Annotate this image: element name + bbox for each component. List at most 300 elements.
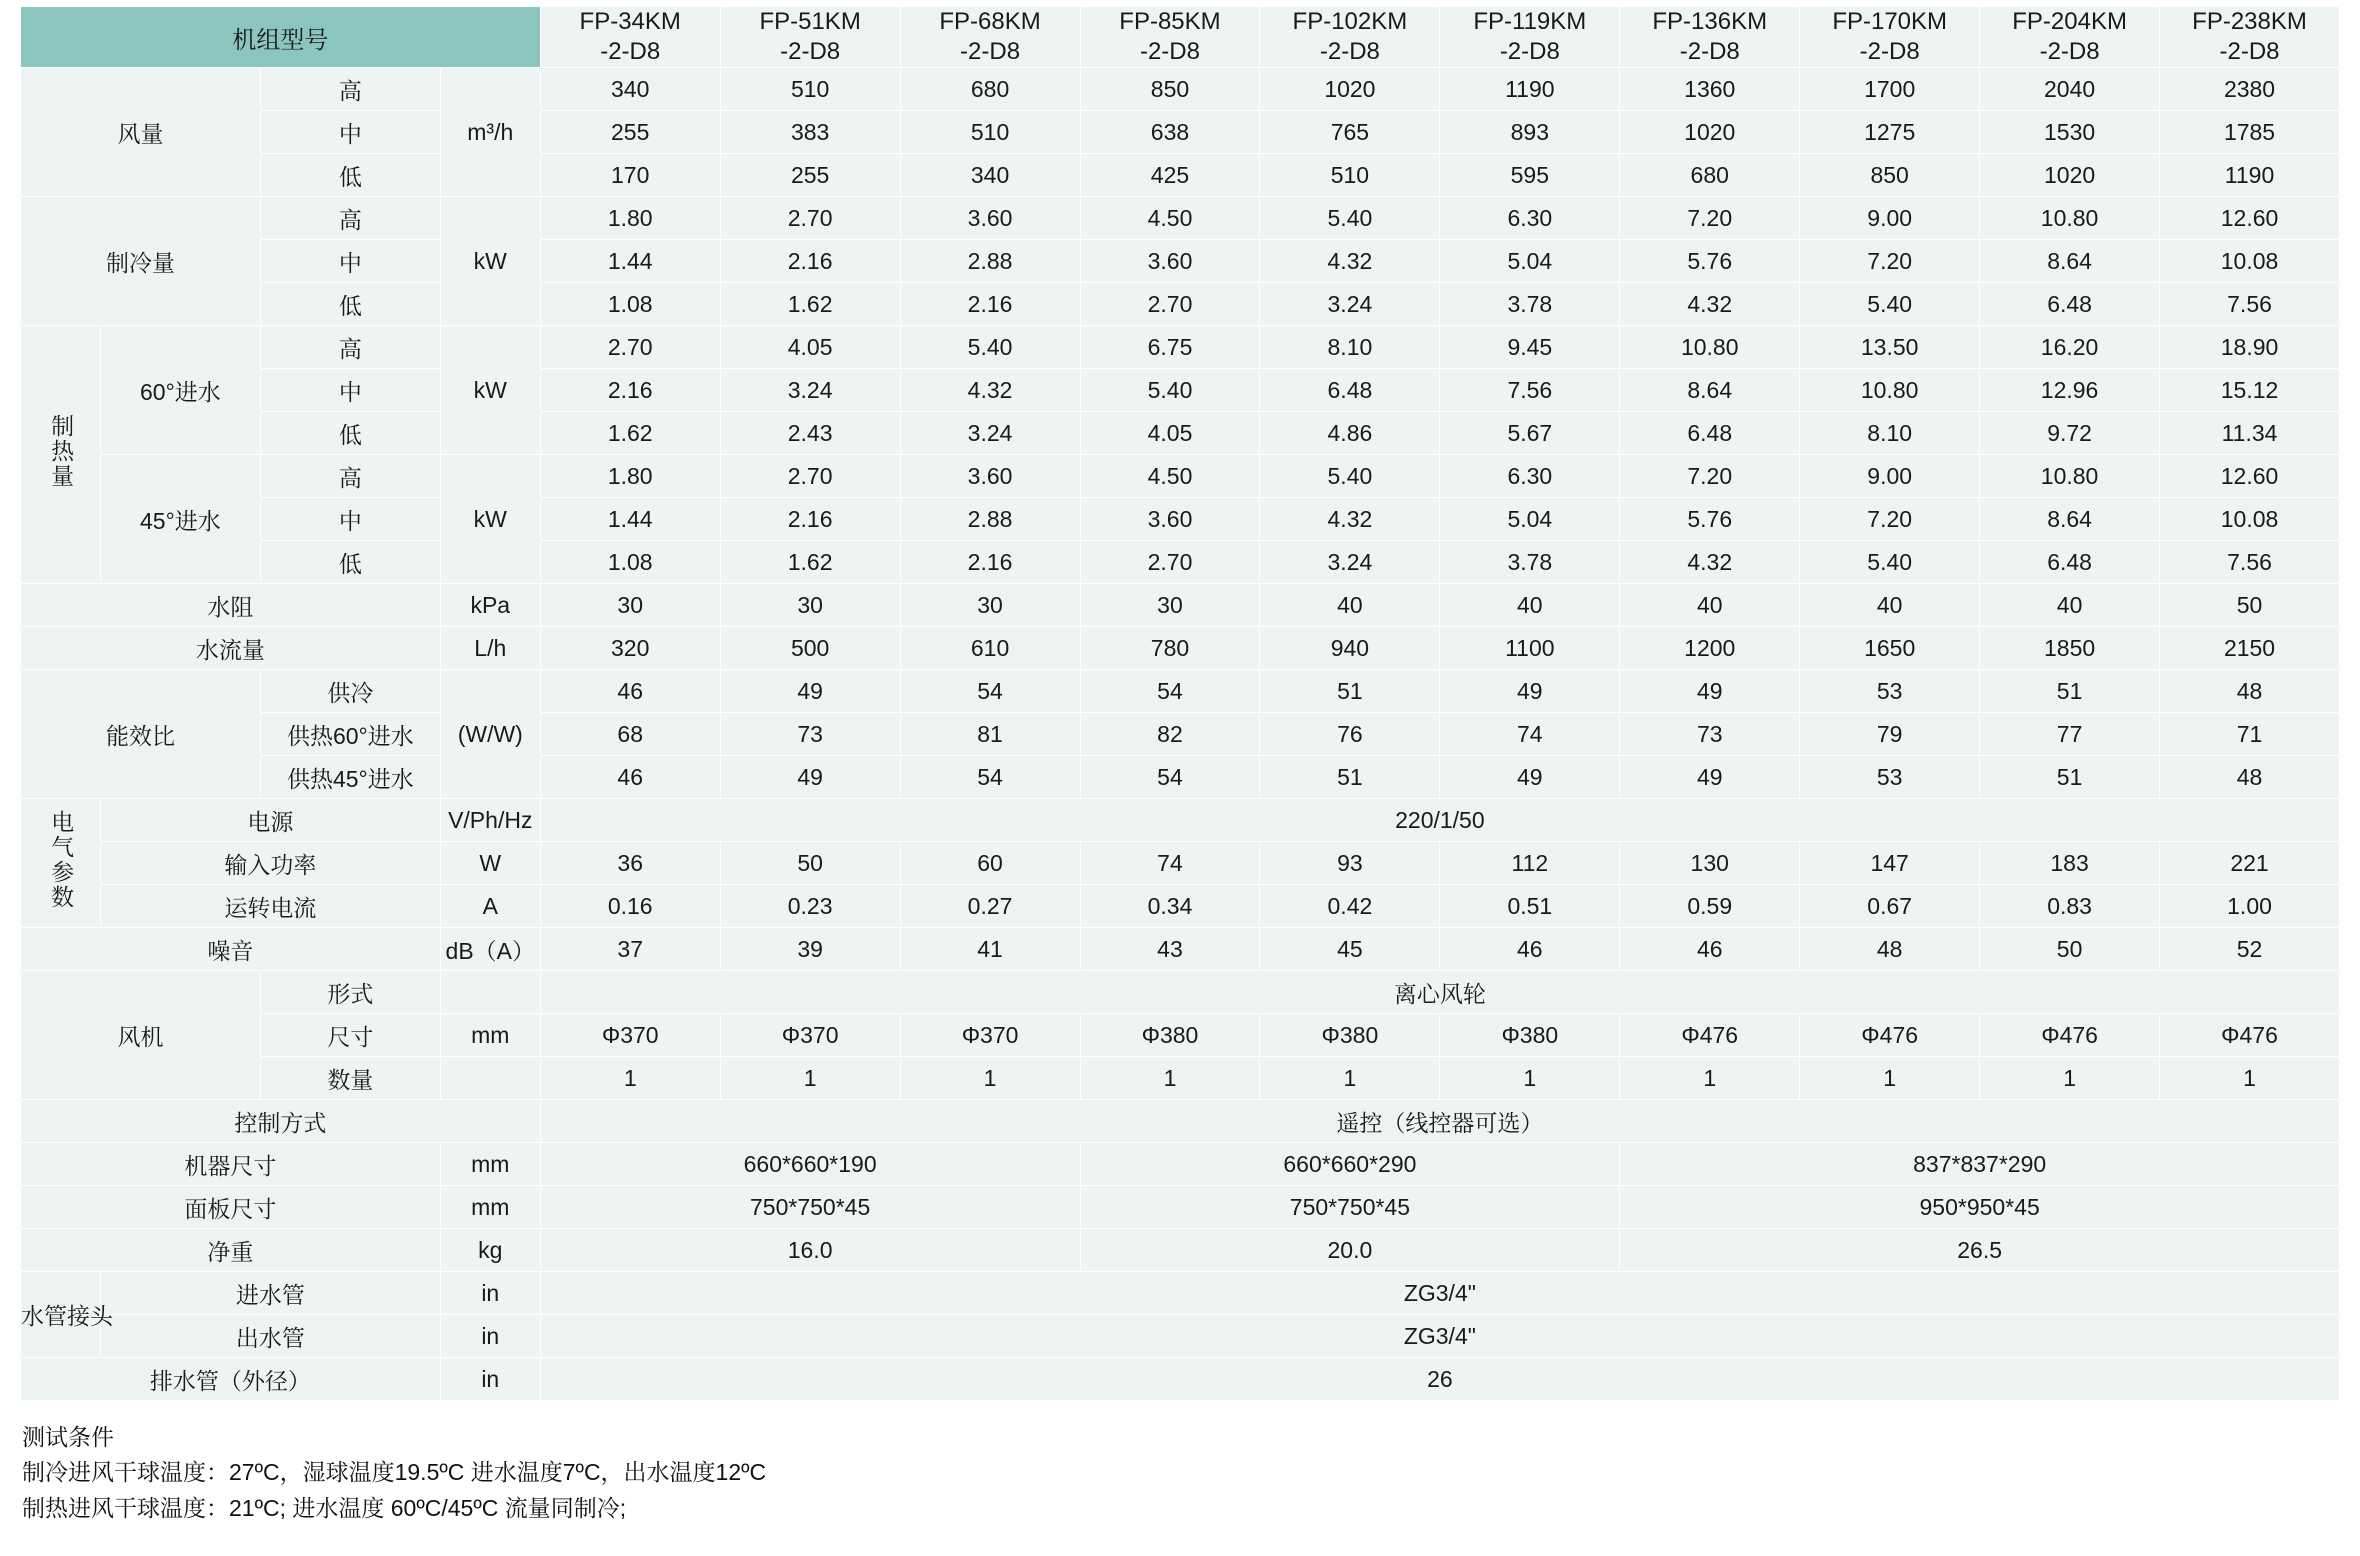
cell-value: 1.00 [2160,885,2340,928]
cell-value: 41 [900,928,1080,971]
cell-value: 40 [1980,584,2160,627]
row-label-water-pipe-joint [21,1272,113,1358]
cell-control-mode-value: 遥控（线控器可选） [540,1100,2339,1143]
cell-value: 10.80 [1980,197,2160,240]
unit-in: in [440,1315,540,1358]
model-col-3 [900,7,1080,68]
cell-value: 5.04 [1440,498,1620,541]
cell-value: 12.60 [2160,455,2340,498]
cell-value: 1785 [2160,111,2340,154]
cell-value: 51 [1980,756,2160,799]
table-row-heat45-high [21,455,2340,498]
notes-line-heating: 制热进风干球温度：21ºC; 进水温度 60ºC/45ºC 流量同制冷; [22,1494,627,1521]
table-row-heat60-mid [21,369,2340,412]
cell-value: 383 [720,111,900,154]
cell-panel-size-2: 750*750*45 [1080,1186,1620,1229]
cell-value: 73 [720,713,900,756]
cell-value: 30 [1080,584,1260,627]
cell-value: 1 [720,1057,900,1100]
cell-value: Φ370 [900,1014,1080,1057]
cell-value: 49 [720,756,900,799]
cell-value: 2.88 [900,498,1080,541]
cell-value: Φ476 [2160,1014,2340,1057]
cell-value: 16.20 [1980,326,2160,369]
row-label-water-flow: 水流量 [21,627,441,670]
cell-value: 0.16 [540,885,720,928]
table-row-cooling-low [21,283,2340,326]
cell-value: 3.60 [1080,240,1260,283]
cell-net-weight-2: 20.0 [1080,1229,1620,1272]
row-sublabel-high: 高 [260,197,440,240]
cell-value: 0.42 [1260,885,1440,928]
cell-value: 48 [1800,928,1980,971]
table-row-airflow-low [21,154,2340,197]
table-row-fan-size [21,1014,2340,1057]
table-row-noise [21,928,2340,971]
cell-value: 4.05 [720,326,900,369]
model-col-2 [720,7,900,68]
test-conditions-notes [22,1421,2340,1525]
cell-value: 500 [720,627,900,670]
cell-value: 1275 [1800,111,1980,154]
cell-value: 112 [1440,842,1620,885]
cell-value: 7.20 [1800,240,1980,283]
cell-value: 340 [540,68,720,111]
row-sublabel-low: 低 [260,283,440,326]
unit-empty [440,971,540,1014]
cell-value: 54 [1080,756,1260,799]
cell-value: 40 [1800,584,1980,627]
cell-value: 2.70 [1080,283,1260,326]
cell-value: 4.32 [1260,240,1440,283]
model-name-line1: FP-119KM [1473,8,1587,35]
cell-value: 1190 [2160,154,2340,197]
row-sublabel-mid: 中 [260,111,440,154]
cell-value: 60 [900,842,1080,885]
row-label-fan: 风机 [21,971,261,1100]
cell-value: 510 [720,68,900,111]
cell-value: 45 [1260,928,1440,971]
cell-value: 2.70 [720,455,900,498]
table-row-eer-heat45 [21,756,2340,799]
unit-ww: (W/W) [440,670,540,799]
model-name-line1: FP-68KM [939,8,1041,35]
cell-value: 30 [900,584,1080,627]
cell-value: Φ370 [720,1014,900,1057]
cell-value: 51 [1260,756,1440,799]
cell-value: 7.20 [1620,455,1800,498]
table-row-running-current [21,885,2340,928]
unit-in: in [440,1272,540,1315]
cell-value: 6.48 [1980,541,2160,584]
model-name-line2: -2-D8 [600,38,661,65]
row-sublabel-fan-qty: 数量 [260,1057,440,1100]
cell-value: 1200 [1620,627,1800,670]
table-row-cooling-high [21,197,2340,240]
specification-table [20,6,2340,1401]
row-sublabel-fan-type: 形式 [260,971,440,1014]
row-sublabel-fan-size: 尺寸 [260,1014,440,1057]
cell-value: 3.24 [1260,283,1440,326]
table-row-eer-heat60 [21,713,2340,756]
cell-value: 54 [900,756,1080,799]
unit-mm: mm [440,1186,540,1229]
unit-a: A [440,885,540,928]
cell-value: 53 [1800,670,1980,713]
cell-value: 40 [1260,584,1440,627]
cell-value: Φ380 [1440,1014,1620,1057]
cell-value: 30 [540,584,720,627]
cell-value: 46 [540,670,720,713]
cell-value: 6.30 [1440,455,1620,498]
model-name-line1: FP-34KM [579,8,681,35]
cell-panel-size-1: 750*750*45 [540,1186,1080,1229]
cell-value: 4.05 [1080,412,1260,455]
cell-value: 81 [900,713,1080,756]
cell-value: 610 [900,627,1080,670]
cell-value: 1 [540,1057,720,1100]
cell-value: 51 [1260,670,1440,713]
row-label-heating-capacity-text: 制热量 [48,414,75,489]
row-label-control-mode: 控制方式 [21,1100,541,1143]
cell-value: 170 [540,154,720,197]
cell-value: 3.60 [900,455,1080,498]
cell-value: 1.80 [540,197,720,240]
cell-value: 320 [540,627,720,670]
table-row-water-resistance [21,584,2340,627]
cell-value: 1700 [1800,68,1980,111]
row-label-running-current: 运转电流 [100,885,440,928]
cell-value: 46 [540,756,720,799]
cell-value: 4.32 [900,369,1080,412]
row-label-panel-size: 面板尺寸 [21,1186,441,1229]
cell-value: 1 [900,1057,1080,1100]
cell-value: 0.23 [720,885,900,928]
cell-value: 3.60 [1080,498,1260,541]
model-name-line1: FP-204KM [2012,8,2127,35]
table-row-airflow-mid [21,111,2340,154]
model-name-line2: -2-D8 [2219,38,2280,65]
model-col-9 [1980,7,2160,68]
cell-value: 6.75 [1080,326,1260,369]
cell-value: 5.40 [1080,369,1260,412]
model-name-line1: FP-238KM [2192,8,2307,35]
cell-machine-size-1: 660*660*190 [540,1143,1080,1186]
cell-machine-size-2: 660*660*290 [1080,1143,1620,1186]
cell-value: Φ370 [540,1014,720,1057]
row-label-airflow: 风量 [21,68,261,197]
cell-value: Φ476 [1980,1014,2160,1057]
table-row-fan-type [21,971,2340,1014]
unit-w: W [440,842,540,885]
cell-value: 39 [720,928,900,971]
cell-value: 1.08 [540,541,720,584]
cell-value: 71 [2160,713,2340,756]
cell-value: 680 [1620,154,1800,197]
row-sublabel-inlet-pipe: 进水管 [100,1272,440,1315]
unit-in: in [440,1358,540,1401]
cell-value: 2040 [1980,68,2160,111]
unit-mm: mm [440,1143,540,1186]
model-col-7 [1620,7,1800,68]
cell-value: 8.64 [1980,498,2160,541]
cell-value: 49 [1440,756,1620,799]
cell-value: 2380 [2160,68,2340,111]
cell-value: 2.16 [900,283,1080,326]
model-col-5 [1260,7,1440,68]
cell-value: 595 [1440,154,1620,197]
row-sublabel-eer-heat60: 供热60°进水 [260,713,440,756]
cell-value: 0.27 [900,885,1080,928]
cell-net-weight-1: 16.0 [540,1229,1080,1272]
cell-value: 68 [540,713,720,756]
model-name-line2: -2-D8 [1859,38,1920,65]
row-label-heating-capacity [21,326,101,584]
cell-value: 10.80 [1800,369,1980,412]
model-name-line2: -2-D8 [780,38,841,65]
cell-value: 2.70 [720,197,900,240]
cell-value: 340 [900,154,1080,197]
cell-value: 130 [1620,842,1800,885]
cell-value: 0.51 [1440,885,1620,928]
cell-value: 7.56 [2160,283,2340,326]
cell-value: 1 [1800,1057,1980,1100]
notes-title: 测试条件 [22,1424,114,1450]
cell-inlet-pipe-value: ZG3/4" [540,1272,2339,1315]
cell-value: 2.16 [720,498,900,541]
cell-value: 2.16 [720,240,900,283]
cell-value: 7.20 [1620,197,1800,240]
table-row-heat45-low [21,541,2340,584]
cell-value: 221 [2160,842,2340,885]
cell-value: 37 [540,928,720,971]
cell-value: 4.32 [1620,283,1800,326]
cell-value: 1020 [1620,111,1800,154]
cell-value: Φ476 [1800,1014,1980,1057]
cell-value: 43 [1080,928,1260,971]
cell-value: 893 [1440,111,1620,154]
cell-value: 46 [1620,928,1800,971]
model-col-6 [1440,7,1620,68]
cell-drain-pipe-value: 26 [540,1358,2339,1401]
cell-net-weight-3: 26.5 [1620,1229,2340,1272]
model-name-line1: FP-102KM [1292,8,1408,35]
cell-value: 4.50 [1080,455,1260,498]
cell-value: 30 [720,584,900,627]
cell-value: 5.04 [1440,240,1620,283]
model-name-line1: FP-170KM [1832,8,1948,35]
cell-value: 3.24 [900,412,1080,455]
cell-value: 255 [540,111,720,154]
row-label-electrical [21,799,101,928]
cell-value: 73 [1620,713,1800,756]
model-header-cell: 机组型号 [21,7,541,68]
row-sublabel-mid: 中 [260,240,440,283]
cell-value: 36 [540,842,720,885]
table-row-heat45-mid [21,498,2340,541]
cell-value: 4.32 [1620,541,1800,584]
row-sublabel-mid: 中 [260,498,440,541]
cell-value: 2.43 [720,412,900,455]
cell-value: 51 [1980,670,2160,713]
cell-value: 2150 [2160,627,2340,670]
model-name-line1: FP-85KM [1119,8,1221,35]
unit-lph: L/h [440,627,540,670]
model-col-8 [1800,7,1980,68]
unit-mm: mm [440,1014,540,1057]
cell-value: 1.62 [720,283,900,326]
cell-machine-size-3: 837*837*290 [1620,1143,2340,1186]
model-name-line2: -2-D8 [1679,38,1740,65]
cell-value: 76 [1260,713,1440,756]
row-label-eer: 能效比 [21,670,261,799]
unit-kpa: kPa [440,584,540,627]
cell-value: 7.56 [2160,541,2340,584]
cell-value: Φ380 [1080,1014,1260,1057]
table-row-outlet-pipe [21,1315,2340,1358]
cell-value: 13.50 [1800,326,1980,369]
cell-value: 5.40 [1260,455,1440,498]
cell-value: 255 [720,154,900,197]
cell-value: 12.60 [2160,197,2340,240]
cell-value: 1190 [1440,68,1620,111]
cell-value: 1 [1980,1057,2160,1100]
table-row-input-power [21,842,2340,885]
cell-value: 1.62 [720,541,900,584]
cell-value: 0.83 [1980,885,2160,928]
row-sublabel-low: 低 [260,412,440,455]
row-sublabel-high: 高 [260,68,440,111]
cell-value: 8.64 [1980,240,2160,283]
table-row-control-mode [21,1100,2340,1143]
cell-value: 10.80 [1980,455,2160,498]
cell-value: 4.50 [1080,197,1260,240]
cell-value: 8.10 [1800,412,1980,455]
cell-value: Φ380 [1260,1014,1440,1057]
cell-value: 49 [1620,756,1800,799]
cell-value: 9.72 [1980,412,2160,455]
cell-value: 48 [2160,756,2340,799]
cell-value: 3.78 [1440,541,1620,584]
cell-value: 15.12 [2160,369,2340,412]
row-sublabel-high: 高 [260,455,440,498]
cell-value: 52 [2160,928,2340,971]
cell-value: 40 [1620,584,1800,627]
cell-value: 79 [1800,713,1980,756]
cell-value: 3.60 [900,197,1080,240]
cell-value: 6.48 [1980,283,2160,326]
unit-airflow: m³/h [440,68,540,197]
model-name-line1: FP-136KM [1652,8,1768,35]
table-row-net-weight [21,1229,2340,1272]
row-label-electrical-text: 电气参数 [48,810,75,910]
row-sublabel-inlet60: 60°进水 [100,326,260,455]
cell-value: 9.00 [1800,197,1980,240]
model-col-1 [540,7,720,68]
row-sublabel-low: 低 [260,541,440,584]
model-name-line1: FP-51KM [759,8,861,35]
cell-value: 510 [1260,154,1440,197]
cell-value: 510 [900,111,1080,154]
row-label-water-resistance: 水阻 [21,584,441,627]
notes-line-cooling: 制冷进风干球温度：27ºC，湿球温度19.5ºC 进水温度7ºC，出水温度12ºC [22,1459,767,1486]
cell-value: 2.70 [1080,541,1260,584]
row-sublabel-inlet45: 45°进水 [100,455,260,584]
row-label-power-source: 电源 [100,799,440,842]
cell-value: 4.86 [1260,412,1440,455]
cell-value: 780 [1080,627,1260,670]
row-label-cooling-capacity: 制冷量 [21,197,261,326]
row-sublabel-low: 低 [260,154,440,197]
row-sublabel-eer-heat45: 供热45°进水 [260,756,440,799]
table-row-eer-cooling [21,670,2340,713]
cell-panel-size-3: 950*950*45 [1620,1186,2340,1229]
cell-value: 12.96 [1980,369,2160,412]
row-sublabel-outlet-pipe: 出水管 [100,1315,440,1358]
table-row-heat60-low [21,412,2340,455]
table-row-airflow-high [21,68,2340,111]
cell-value: 2.16 [540,369,720,412]
cell-value: 50 [2160,584,2340,627]
cell-value: 2.16 [900,541,1080,584]
cell-value: 48 [2160,670,2340,713]
cell-value: 93 [1260,842,1440,885]
cell-value: 1 [1080,1057,1260,1100]
cell-value: 0.67 [1800,885,1980,928]
table-row-heat60-high [21,326,2340,369]
unit-kw: kW [440,197,540,326]
table-row-drain-pipe [21,1358,2340,1401]
cell-value: 1 [2160,1057,2340,1100]
cell-power-source-value: 220/1/50 [540,799,2339,842]
unit-kw: kW [440,326,540,455]
cell-value: 82 [1080,713,1260,756]
cell-value: 183 [1980,842,2160,885]
cell-value: 1020 [1980,154,2160,197]
cell-value: 9.45 [1440,326,1620,369]
row-sublabel-mid: 中 [260,369,440,412]
cell-value: 1100 [1440,627,1620,670]
cell-value: 2.88 [900,240,1080,283]
table-row-fan-qty [21,1057,2340,1100]
cell-fan-type-value: 离心风轮 [540,971,2339,1014]
cell-value: 1530 [1980,111,2160,154]
cell-value: 49 [1620,670,1800,713]
unit-dba: dB（A） [440,928,540,971]
cell-value: 54 [900,670,1080,713]
cell-value: 765 [1260,111,1440,154]
cell-value: 1.44 [540,240,720,283]
cell-value: 4.32 [1260,498,1440,541]
cell-value: 74 [1440,713,1620,756]
cell-value: 1 [1620,1057,1800,1100]
cell-value: 8.10 [1260,326,1440,369]
cell-value: 10.80 [1620,326,1800,369]
cell-value: 850 [1800,154,1980,197]
cell-value: 10.08 [2160,240,2340,283]
cell-value: 1 [1440,1057,1620,1100]
row-label-drain-pipe: 排水管（外径） [21,1358,441,1401]
table-row-water-flow [21,627,2340,670]
model-name-line2: -2-D8 [2039,38,2100,65]
model-name-line2: -2-D8 [1139,38,1200,65]
cell-value: 10.08 [2160,498,2340,541]
cell-value: 6.30 [1440,197,1620,240]
cell-value: 50 [720,842,900,885]
row-label-noise: 噪音 [21,928,441,971]
cell-value: 850 [1080,68,1260,111]
cell-value: 5.67 [1440,412,1620,455]
